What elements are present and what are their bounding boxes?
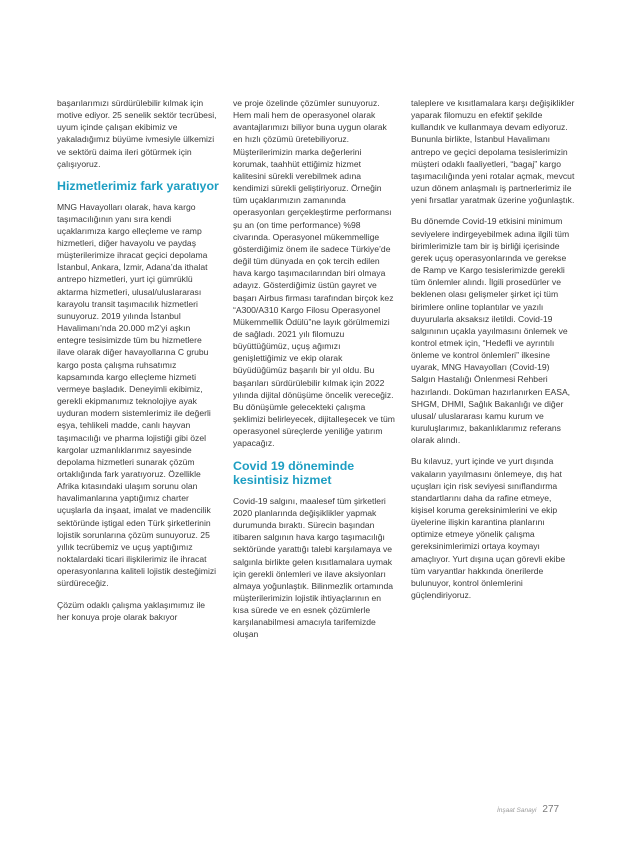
page-footer (497, 804, 559, 815)
column-2 (233, 97, 396, 650)
paragraph: taleplere ve kısıtlamalara karşı değişiklikler yaparak filomuzu en efektif şekilde kullandık ve kullanmaya devam ediyoruz. Bununla birlikte, İstanbul Havalimanı antrepo ve geçici depolama tesislerimizin müşteri odaklı faaliyetleri, “bagaj” kargo taşımacılığında yeni rotalar açmak, mevcut uzun dönem anlaşmalı iş partnerlerimiz ile yeni fırsatlar yaratmak üzerine yoğunlaştık. (411, 98, 575, 206)
section-heading: Hizmetlerimiz fark yaratıyor (57, 178, 219, 193)
page-number: 277 (542, 804, 560, 815)
section-heading: Covid 19 döneminde kesintisiz hizmet (233, 458, 355, 488)
magazine-name: İnşaat Sanayi (497, 807, 537, 814)
column-3 (411, 97, 575, 610)
paragraph: Bu dönemde Covid-19 etkisini minimum seviyelere indirgeyebilmek adına ilgili tüm birimlerimizle tam bir iş birliği içerisinde gerek uçuş operasyonlarında ve gerekse de Ramp ve Kargo tesislerimizde gerekli tüm önlemler alındı. İlgili prosedürler ve beklenen olası gelişmeler şirket içi tüm birimlere online toplantılar ve yazılı duyurularla aksaksız iletildi. Covid-19 salgınının uçakla yayılmasını önlemek ve kontrol etmek için, “Hedefli ve ayrıntılı önleme ve kontrol önlemleri” ilkesine uyarak, MNG Havayolları (Covid-19) Salgın Hastalığı Önlenmesi Rehberi hazırlandı. Doküman hazırlanırken EASA, SHGM, DHMI, Sağlık Bakanlığı ve diğer ulusal/ uluslararası kamu kurum ve kuruluşlarımız, bakanlıklarımız referans olarak alındı. (411, 216, 571, 446)
paragraph: MNG Havayolları olarak, hava kargo taşımacılığının yanı sıra kendi uçaklarımıza kargo elleçleme ve ramp hizmetleri, diğer havayolu ve paydaş müşterilerimize ihracat geçici depolama İstanbul, Ankara, İzmir, Adana’da ithalat antrepo hizmetleri, yurt içi gümrüklü aktarma hizmetleri, ulusal/uluslararası karayolu transit taşımacılık hizmetleri sunuyoruz. 2019 yılında İstanbul Havalimanı’nda 20.000 m2’yi aşkın entegre tesisimizde tüm bu hizmetlere ilave olarak diğer havayollarına C grubu kargo posta çalışma ruhsatımız kapsamında kargo elleçleme hizmeti vermeye başladık. Deneyimli ekibimiz, gerekli ekipmanımız teknolojiye ayak uyduran modern sistemlerimiz ile değerli eşya, tehlikeli madde, canlı hayvan taşımacılığı ve pharma lojistiği gibi özel kargolar uzmanlıklarımız sayesinde depolama hizmetleri sunarak çözüm ortaklığında fark yaratıyoruz. Özellikle Afrika kıtasındaki ulaşım sorunu olan havalimanlarına yaptığımız charter uçuşlarla da inşaat, imalat ve madencilik sektöründe iştigal eden Türk şirketlerinin lojistik sorunlarına çözüm sunuyoruz. 25 yıllık tecrübemiz ve uçuş yaptığımız noktalardaki ticari ilişkilerimiz ile ihracat operasyonlarına kaliteli lojistik desteğimizi sürdüreceğiz. (57, 201, 217, 589)
paragraph: Bu kılavuz, yurt içinde ve yurt dışında vakaların yayılmasını önlemeye, dış hat uçuşları için risk seviyesi sınıflandırma standartlarını daha da rafine etmeye, kişisel koruma gereksinimlerini ve ekip üyelerine ilişkin karantina planlarını optimize etmeye yönelik çalışma gereksinimlerimizi ortaya koymayı amaçlıyor. Yurt dışına uçan görevli ekibe tüm varyantlar hakkında önerilerde bulunuyor, kontrol önlemlerini güçlendiriyoruz. (411, 456, 566, 601)
paragraph: ve proje özelinde çözümler sunuyoruz. Hem mali hem de operasyonel olarak avantajlarımızı biliyor buna uygun olarak en hızlı çözümü üretebiliyoruz. Müşterilerimizin marka değerlerini korumak, taahhüt ettiğimiz hizmet kalitesini sürekli verebilmek adına kendimizi sürekli geliştiriyoruz. Örneğin tüm uçaklarımızın zamanında operasyonları gerçekleştirme performansı şu an (on time performance) %98 civarında. Operasyonel mükemmellige gösterdiğimiz önem ile sadece Türkiye’de değil tüm dünyada en çok tercih edilen hava kargo taşımacılarından biri olmaya adayız. Gösterdiğimiz üstün gayret ve başarı Airbus firması tarafından birçok kez “A300/A310 Kargo Filosu Operasyonel Mükemmellik Ödülü”ne layık görülmemizi de sağladı. 2021 yılı filomuzu büyüttüğümüz, uçuş ağımızı genişlettiğimiz ve ekip olarak büyüdüğümüz başarılı bir yıl oldu. Bu başarıları sürdürülebilir kılmak için 2022 yılında dijital dönüşüme öncelik vereceğiz. Bu dönüşümle gelecekteki çalışma şeklimizi belirleyecek, dijitalleşecek ve tüm operasyonel süreçlerde yeniliğe yatırım yapacağız. (233, 98, 395, 449)
paragraph: Covid-19 salgını, maalesef tüm şirketleri 2020 planlarında değişiklikler yapmak durumunda bıraktı. Sürecin başından itibaren salgının hava kargo taşımacılığı sektöründe yarattığı talebi karşılamaya ve salgınla birlikte gelen kısıtlamalara uymak için gerekli önlemleri ve ilave aksiyonları almaya yoğunlaştık. Bilinmezlik ortamında müşterilerimizin lojistik ihtiyaçlarının en kısa sürede ve en esnek çözümlerle karşılanabilmesi amacıyla tarifemizde oluşan (233, 495, 394, 640)
column-1 (57, 97, 219, 632)
paragraph: başarılarımızı sürdürülebilir kılmak için motive ediyor. 25 senelik sektör tecrübesi, uyum içinde çalışan ekibimiz ve yakaladığımız büyüme ivmesiyle ülkemizi ve sektörü daima ileri götürmek için çalışıyoruz. (57, 98, 217, 169)
paragraph: Çözüm odaklı çalışma yaklaşımımız ile her konuya proje olarak bakıyor (57, 599, 206, 622)
